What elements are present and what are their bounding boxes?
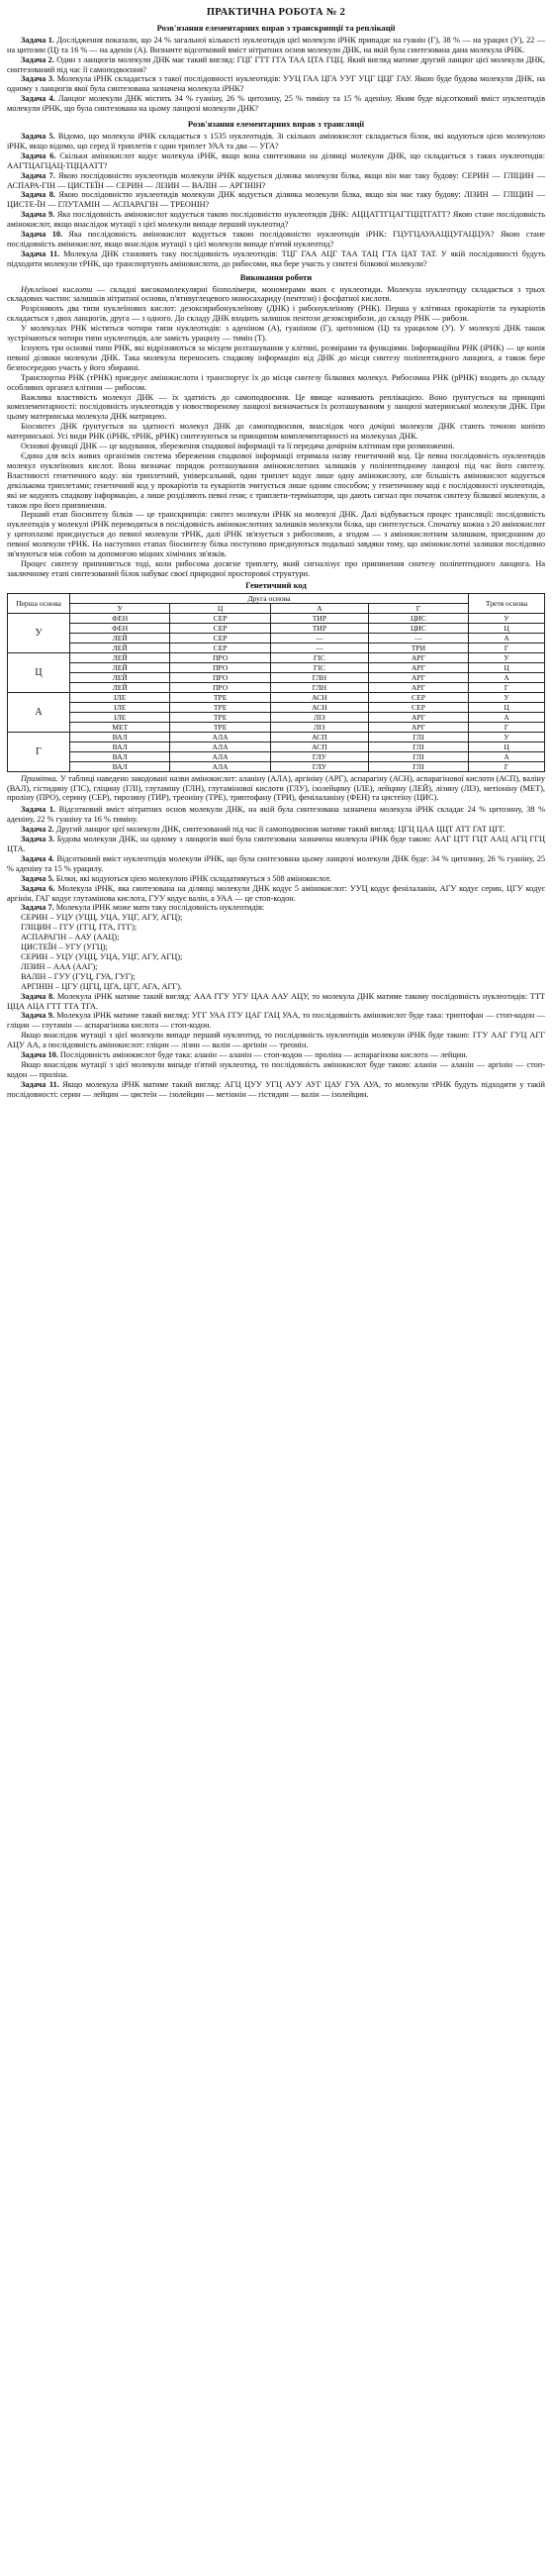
code-row	[8, 722, 545, 732]
task-1	[7, 36, 545, 55]
third-base-label: Г	[469, 761, 545, 771]
answers-part2	[7, 992, 545, 1100]
codon-line: АСПАРАГІН – ААУ (ААЦ);	[21, 933, 120, 942]
amino-acid-cell: ТРЕ	[170, 692, 270, 702]
third-base-label: Г	[469, 682, 545, 692]
amino-acid-cell: ФЕН	[70, 613, 170, 623]
code-row	[8, 742, 545, 751]
code-row	[8, 732, 545, 742]
codon-line: АРГІНІН – ЦГУ (ЦГЦ, ЦГА, ЦГГ, АГА, АГГ).	[21, 981, 182, 991]
amino-acid-cell: ГЛУ	[270, 751, 368, 761]
first-base-label: У	[8, 613, 70, 652]
amino-acid-cell: АЛА	[170, 732, 270, 742]
amino-acid-cell: ЦИС	[368, 613, 468, 623]
paragraph-text: Молекула іРНК складається з такої послідовності нуклеотидів: УУЦ ГАА ЦГА УУГ УЦГ ЦЦГ ГАУ. Якою буде будова молекули ДНК, на одному з ланцюгів якої була синтезована зазначена молекула іРНК?	[7, 74, 545, 94]
paragraph-text: Якщо внаслідок мутації з цієї молекули випаде п'ятий нуклеотид, то послідовність амінокислот буде такою: аланін — аланін — аргінін — стоп-кодон — проліна.	[7, 1059, 545, 1079]
code-row	[8, 613, 545, 623]
first-base-header: Перша основа	[8, 593, 70, 613]
amino-acid-cell: —	[270, 633, 368, 643]
amino-acid-cell: АЛА	[170, 742, 270, 751]
theory-paragraph	[7, 373, 545, 393]
paragraph-text: Основні функції ДНК — це кодування, збереження спадкової інформації та її передача дочірнім клітинам при розмноженні.	[21, 442, 455, 451]
paragraph-text: Важлива властивість молекул ДНК — їх здатність до самоподвоєння. Це явище називають реплікацією. Воно ґрунтується на принципі комплементарності: послідовність нуклеотидів у новоствореному ланцюзі визначається їх розташуванням у ланцюзі материнської молекули ДНК. При цьому материнська молекула ДНК матрицею.	[7, 392, 545, 422]
amino-acid-cell: ТИР	[270, 613, 368, 623]
amino-acid-cell: ГЛІ	[368, 751, 468, 761]
third-base-label: Г	[469, 722, 545, 732]
task-label: Задача 5.	[21, 131, 55, 141]
term: Нуклеїнові кислоти	[21, 284, 93, 294]
theory-paragraph	[7, 285, 545, 305]
paragraph-text: Розрізняють два типи нуклеїнових кислот: дезоксирибонуклеїнову (ДНК) і рибонуклеїнову (РНК). Перша у клітинах прокаріотів та еукаріотів складається з двох ланцюгів, друга — з одного. До складу ДНК входить залишок пентози дезоксирибози, до складу РНК — рибози.	[7, 304, 545, 324]
answer	[7, 1011, 545, 1031]
second-base-header: Друга основа	[70, 593, 469, 603]
code-row	[8, 751, 545, 761]
answer	[7, 874, 545, 884]
theory-paragraph	[7, 510, 545, 559]
paragraph-text: Біосинтез ДНК ґрунтується на здатності молекул ДНК до самоподвоєння, внаслідок чого дочірні молекули ДНК стають точною копією материнської. Усі види РНК (іРНК, тРНК, рРНК) синтезуються за принципом комплементарності на молекулах ДНК.	[7, 422, 545, 442]
amino-acid-cell: АСН	[270, 692, 368, 702]
amino-acid-cell: ВАЛ	[70, 742, 170, 751]
answer	[7, 992, 545, 1012]
paragraph-text: Якою послідовністю нуклеотидів молекули ДНК кодується ділянка молекули білка, якщо він має таку будову: ЛІЗИН — ГЛІЦИН — ЦИСТЕ-ЇН — ГЛУТАМІН — АСПАРАГІН — ТРЕОНІН?	[7, 190, 545, 210]
paragraph-text: Молекула іРНК матиме такий вигляд: УГГ УАА ГГУ ЦАГ ГАЦ УАА, то послідовність амінокислот буде така: триптофан — стоп-кодон — гліцин — глутамін — аспарагінова кислота — стоп-кодон.	[7, 1011, 545, 1031]
answer	[7, 854, 545, 874]
amino-acid-cell: ТРЕ	[170, 722, 270, 732]
paragraph-text: Молекула ДНК становить таку послідовність нуклеотидів: ТЦГ ГАА АЦГ ТАА ТАЦ ГТА ЦАТ ТАТ. У якій послідовності будуть підходити молекули тРНК, що транспортують амінокислоти, до рибосоми, яка бере участь у синтезі білкової молекули?	[7, 248, 545, 268]
third-base-label: Ц	[469, 662, 545, 672]
amino-acid-cell: ТРЕ	[170, 712, 270, 722]
task-label: Задача 6.	[21, 150, 56, 160]
paragraph-text: Єдина для всіх живих організмів система збереження спадкової інформації отримала назву генетичний код. Це певна послідовність нуклеотидів молекул нуклеїнових кислот. Вона визначає порядок розташування амінокислотних залишків у поліпептидному ланцюзі під час його синтезу. Властивості генетичного коду: він триплетний, універсальний, один триплет кодує лише одну амінокислоту, але більшість амінокислот кодується декількома триплетами; генетичний код у прокаріотів та еукаріотів зчитується лише одним способом; у генетичному коді є послідовності нуклеотидів, які не кодують спадкову інформацію, а лише розділяють певні гени; є триплети-термінатори, що дають сигнал про початок синтезу білкової молекули, а також про його припинення.	[7, 450, 545, 510]
task-label: Задача 11.	[21, 248, 60, 258]
genetic-code-table	[7, 593, 545, 772]
third-base-label: Ц	[469, 623, 545, 633]
code-row	[8, 702, 545, 712]
theory-paragraph	[7, 393, 545, 423]
paragraph-text: Відсотковий вміст нітратних основ молекули ДНК, на якій була синтезована зазначена молекула іРНК складає 24 % цитозину, 38 % аденіну, 22 % гуаніну та 16 % тиміну.	[7, 805, 545, 825]
answer	[7, 1080, 545, 1100]
paragraph-text: Один з ланцюгів молекули ДНК має такий вигляд: ГЦГ ГТТ ГГА ТАА ЦТА ГЦЦ. Який вигляд матиме другий ланцюг цієї молекули ДНК, синтезований під час її самоподвоєння?	[7, 54, 545, 74]
code-row	[8, 633, 545, 643]
theory-paragraphs	[7, 285, 545, 579]
section-heading-execution: Виконання роботи	[239, 271, 313, 282]
third-base-label: У	[469, 732, 545, 742]
amino-acid-cell: ГЛУ	[270, 761, 368, 771]
paragraph-text: — складні високомолекулярні біополімери, мономерами яких є нуклеотиди. Молекула нуклеотиду складається з трьох складових частин: залишків нітратної основи, п'ятивуглецевого моносахариду (пентози) і фосфатної кислоти.	[7, 284, 545, 304]
code-row	[8, 692, 545, 702]
amino-acid-cell: АЛА	[170, 751, 270, 761]
amino-acid-cell: ГІС	[270, 662, 368, 672]
third-base-label: Г	[469, 643, 545, 652]
amino-acid-cell: АЛА	[170, 761, 270, 771]
code-row	[8, 623, 545, 633]
code-row	[8, 662, 545, 672]
amino-acid-cell: СЕР	[170, 633, 270, 643]
third-base-label: А	[469, 712, 545, 722]
task-label: Задача 3.	[21, 835, 55, 844]
task-label: Задача 1.	[21, 35, 55, 45]
amino-acid-cell: АСП	[270, 742, 368, 751]
amino-acid-cell: ГЛІ	[368, 732, 468, 742]
codon-line: ВАЛІН – ГУУ (ГУЦ, ГУА, ГУГ);	[21, 971, 136, 981]
third-base-label: У	[469, 613, 545, 623]
amino-acid-cell: ПРО	[170, 662, 270, 672]
amino-acid-cell: ЛЕЙ	[70, 643, 170, 652]
second-base-label: Г	[368, 603, 468, 613]
amino-acid-cell: СЕР	[170, 623, 270, 633]
task-8	[7, 190, 545, 210]
amino-acid-cell: ГЛІ	[368, 742, 468, 751]
task-label: Задача 10.	[21, 230, 63, 240]
code-row	[8, 761, 545, 771]
task-label: Задача 7.	[21, 170, 55, 180]
code-row	[8, 672, 545, 682]
amino-acid-cell: АРГ	[368, 722, 468, 732]
answer	[7, 1031, 545, 1050]
genetic-code-title: Генетичний код	[245, 579, 307, 590]
answer	[7, 825, 545, 835]
answers-part1	[7, 805, 545, 903]
third-base-header: Третя основа	[469, 593, 545, 613]
third-base-label: А	[469, 672, 545, 682]
amino-acid-cell: АРГ	[368, 662, 468, 672]
document-page	[7, 8, 545, 2576]
answer	[7, 805, 545, 825]
task-7	[7, 171, 545, 191]
code-row	[8, 643, 545, 652]
third-base-label: Ц	[469, 742, 545, 751]
task-3	[7, 74, 545, 94]
code-row	[8, 652, 545, 662]
theory-paragraph	[7, 304, 545, 324]
amino-acid-cell: АРГ	[368, 712, 468, 722]
codon-line: ЦИСТЕЇН – УГУ (УГЦ);	[21, 942, 108, 952]
answer	[7, 884, 545, 904]
paragraph-text: У молекулах РНК містяться чотири типи нуклеотидів: з аденіном (А), гуаніном (Г), цитозином (Ц) та урацилом (У). У молекулі ДНК також зустрічаються чотири типи нуклеотидів, але замість урацилу — тимін (Т).	[7, 324, 545, 344]
task-9	[7, 210, 545, 230]
amino-acid-cell: ГІС	[270, 652, 368, 662]
task-label: Задача 11.	[21, 1079, 59, 1089]
amino-acid-cell: ТРИ	[368, 643, 468, 652]
answer-task7: Задача 7. Молекула іРНК може мати таку послідовність нуклеотидів:	[21, 903, 265, 913]
answer	[7, 835, 545, 854]
third-base-label: У	[469, 652, 545, 662]
amino-acid-cell: —	[270, 643, 368, 652]
codon-line: СЕРИН – УЦУ (УЦЦ, УЦА, УЦГ, АГУ, АГЦ);	[21, 951, 183, 961]
first-base-label: Г	[8, 732, 70, 771]
paragraph-text: Якою послідовністю нуклеотидів молекули іРНК кодується ділянка молекули білка, якщо він має таку будову: СЕРИН — ГЛІЦИН — АСПАРА-ГІН — ЦИСТЕЇН — СЕРИН — ЛІЗИН — ВАЛІН — АРГІНІН?	[7, 170, 545, 190]
amino-acid-cell: ВАЛ	[70, 751, 170, 761]
amino-acid-cell: АРГ	[368, 672, 468, 682]
page-title: ПРАКТИЧНА РОБОТА № 2	[206, 7, 346, 18]
amino-acid-cell: ІЛЕ	[70, 712, 170, 722]
third-base-label: Ц	[469, 702, 545, 712]
paragraph-text: Якщо молекула іРНК матиме такий вигляд: АГЦ ЦУУ УГЦ АУУ АУГ ЦАУ ГУА АУА, то молекули тРНК будуть підходити у такій послідовності: серин — лейцин — цистеїн — ізолейцин — метіонін — гістидин — валін — ізолейцин.	[7, 1079, 545, 1099]
amino-acid-cell: ЛЕЙ	[70, 662, 170, 672]
amino-acid-cell: ЦИС	[368, 623, 468, 633]
paragraph-text: Існують три основні типи РНК, які відрізняються за місцем розташування у клітині, розмірами та функціями. Інформаційна РНК (іРНК) — це копія певної ділянки молекули ДНК. Така молекула переносить спадкову інформацію від ДНК до місця синтезу поліпептидного ланцюга, а також бере безпосередню участь у його збиранні.	[7, 344, 545, 372]
task-label: Задача 2.	[21, 825, 54, 835]
amino-acid-cell: ТИР	[270, 623, 368, 633]
code-row	[8, 682, 545, 692]
paragraph-text: Яка послідовність амінокислот кодується такою послідовністю нуклеотидів ДНК: АЦЦАТТГЦАГТЦЦТГАТТ? Якою стане послідовність амінокислот, якщо внаслідок мутації з цієї молекули випаде перший нуклеотид?	[7, 210, 546, 230]
second-base-label: А	[270, 603, 368, 613]
paragraph-text: Яка послідовність амінокислот кодується такою послідовністю нуклеотидів іРНК: ГЦУГЦАУААЦЦУГАЦЦУА? Якою стане послідовність амінокислот, якщо внаслідок мутації з цієї молекули випаде п'ятий нуклеотид?	[7, 230, 545, 248]
first-base-label: А	[8, 692, 70, 732]
third-base-label: У	[469, 692, 545, 702]
amino-acid-cell: ГЛН	[270, 682, 368, 692]
task-5	[7, 132, 545, 151]
paragraph-text: Будова молекули ДНК, на одному з ланцюгів якої була синтезована зазначена молекула іРНК буде такою: ААГ ЦТТ ГЦТ ААЦ АГЦ ГГЦ ЦТА.	[7, 835, 545, 853]
amino-acid-cell: ГЛН	[270, 672, 368, 682]
amino-acid-cell: ЛЕЙ	[70, 633, 170, 643]
amino-acid-cell: ТРЕ	[170, 702, 270, 712]
answer	[7, 1050, 545, 1060]
amino-acid-cell: СЕР	[368, 702, 468, 712]
amino-acid-cell: ІЛЕ	[70, 692, 170, 702]
task-label: Задача 6.	[21, 883, 55, 893]
section-heading-translation: Розв'язання елементарних вправ з трансляції	[187, 119, 365, 130]
amino-acid-cell: СЕР	[170, 613, 270, 623]
amino-acid-cell: ПРО	[170, 652, 270, 662]
task-label: Задача 2.	[21, 54, 54, 64]
paragraph-text: Молекула іРНК матиме такий вигляд: ААА ГГУ УГУ ЦАА ААУ АЦУ, то молекула ДНК матиме такому послідовність нуклеотидів: ТТТ ЦЦА АЦА ГТТ ТТА ТГА.	[7, 991, 545, 1011]
theory-paragraph	[7, 422, 545, 442]
amino-acid-cell: ЛЕЙ	[70, 682, 170, 692]
section-heading-replication: Розв'язання елементарних вправ з транскрипції та реплікації	[156, 22, 396, 33]
second-base-label: Ц	[170, 603, 270, 613]
amino-acid-cell: ЛІЗ	[270, 712, 368, 722]
theory-paragraph	[7, 324, 545, 344]
theory-paragraph	[7, 442, 545, 451]
paragraph-text: Молекула іРНК, яка синтезована на ділянці молекули ДНК кодує 5 амінокислот: УУЦ кодує фенілаланін, АГУ кодує серин, ЦГУ кодує аргінін, ГАГ кодує глутамінова кислота, ГУУ кодує валін, а УАА — це стоп-кодон.	[7, 883, 545, 903]
paragraph-text: Ланцюг молекули ДНК містить 34 % гуаніну, 26 % цитозину, 25 % тиміну та 15 % аденіну. Яким буде відсотковий вміст нуклеотидів молекули іРНК, що була синтезована на цьому ланцюзі молекули ДНК?	[7, 94, 545, 114]
task-label: Задача 9.	[21, 210, 55, 220]
amino-acid-cell: ПРО	[170, 682, 270, 692]
amino-acid-cell: —	[368, 633, 468, 643]
table-note: Примітка. У таблиці наведено закодовані назви амінокислот: аланіну (АЛА), аргініну (АРГ), аспарагіну (АСН), аспарагінової кислоти (АСП), валіну (ВАЛ), гістидину (ГІС), гліцину (ГЛІ), глутаміну (ГЛН), глутамінової кислоти (ГЛУ), ізолейцину (ІЛЕ), лейцину (ЛЕЙ), лізину (ЛІЗ), метіоніну (МЕТ), проліну (ПРО), серину (СЕР), тирозину (ТИР), треоніну (ТРЕ), триптофану (ТРИ), фенілаланіну (ФЕН) та цистеїну (ЦИС).	[7, 773, 545, 803]
amino-acid-cell: ЛЕЙ	[70, 672, 170, 682]
theory-paragraph	[7, 559, 545, 579]
task-label: Задача 3.	[21, 74, 55, 84]
amino-acid-cell: ПРО	[170, 672, 270, 682]
amino-acid-cell: ВАЛ	[70, 732, 170, 742]
amino-acid-cell: ЛІЗ	[270, 722, 368, 732]
task-10	[7, 230, 545, 249]
amino-acid-cell: ЛЕЙ	[70, 652, 170, 662]
section1-tasks	[7, 36, 545, 114]
paragraph-text: Перший етап біосинтезу білків — це транскрипція: синтез молекули іРНК на молекулі ДНК. Далі відбувається процес трансляції: послідовність нуклеотидів у молекулі іРНК переводиться в послідовність амінокислотних залишків молекули білка, що синтезується. Спочатку кожна з 20 амінокислот у цитоплазмі приєднується до певної молекули тРНК, далі іРНК зв'язується з рибосомою, а згодом — з амінокислотним залишком, приєднаним до певної молекули тРНК. На наступних етапах біосинтезу білка поступово приєднуються подальші завдяки тому, що амінокислотні залишки послідовно зв'язуються між собою за допомогою міцних хімічних зв'язків.	[7, 510, 545, 559]
theory-paragraph	[7, 451, 545, 510]
amino-acid-cell: СЕР	[368, 692, 468, 702]
paragraph-text: Транспортна РНК (тРНК) приєднує амінокислоти і транспортує їх до місця синтезу білкових молекул. Рибосомна РНК (рРНК) входить до складу особливих органел клітини — рибосом.	[7, 372, 545, 392]
paragraph-text: Процес синтезу припиняється тоді, коли рибосома досягне триплету, який сигналізує про припинення синтезу поліпептидного ланцюга. На заключному етапі синтезований білок набуває своєї природної просторової структури.	[7, 558, 545, 578]
task-label: Задача 8.	[21, 190, 56, 200]
amino-acid-cell: АРГ	[368, 652, 468, 662]
second-base-label: У	[70, 603, 170, 613]
paragraph-text: Дослідження показали, що 24 % загальної кількості нуклеотидів цієї молекули іРНК припадає на гуанін (Г), 38 % — на урацил (У), 22 — на цитозин (Ц) та 16 % — на аденін (А). Визначте відсотковий вміст нітратних основ молекули ДНК, на якій була синтезована дана молекула іРНК.	[7, 35, 545, 54]
task-label: Задача 4.	[21, 853, 55, 863]
codon-line: СЕРИН – УЦУ (УЦЦ, УЦА, УЦГ, АГУ, АГЦ);	[21, 913, 183, 923]
paragraph-text: Білки, які кодуються цією молекулою іРНК складатимуться з 508 амінокислот.	[53, 873, 332, 883]
paragraph-text: Відомо, що молекула іРНК складається з 1535 нуклеотидів. Зі скількох амінокислот складається білок, які кодуються цією молекулою іРНК, якщо відомо, що серед її триплетів є один триплет УАА та два — УГА?	[7, 131, 545, 150]
codon-line: ГЛІЦИН – ГГУ (ГГЦ, ГГА, ГГГ);	[21, 923, 138, 933]
codon-line: ЛІЗИН – ААА (ААГ);	[21, 961, 98, 971]
theory-paragraph	[7, 344, 545, 373]
paragraph-text: Відсотковий вміст нуклеотидів молекули іРНК, що була синтезована цьому ланцюзі молекули ДНК буде: 34 % цитозину, 26 % гуаніну, 25 % аденіну та 15 % урацилу.	[7, 853, 545, 873]
third-base-label: А	[469, 751, 545, 761]
task-label: Задача 9.	[21, 1011, 54, 1021]
amino-acid-cell: ФЕН	[70, 623, 170, 633]
amino-acid-cell: АСП	[270, 732, 368, 742]
task-label: Задача 5.	[21, 873, 54, 883]
answer	[7, 1060, 545, 1080]
paragraph-text: Другий ланцюг цієї молекули ДНК, синтезований під час її самоподвоєння матиме такий вигляд: ЦГЦ ЦАА ЦЦТ АТТ ГАТ ЦГГ.	[53, 825, 506, 835]
task-label: Задача 8.	[21, 991, 55, 1001]
paragraph-text: Скільки амінокислот кодує молекула іРНК, якщо вона синтезована на ділянці молекули ДНК, що складається з таких нуклеотидів: ААГТЦАГЦАЦ-ТЦЦААТТ?	[7, 150, 545, 170]
paragraph-text: Якщо внаслідок мутації з цієї молекули випаде перший нуклеотид, то послідовність нуклеотидів молекули іРНК буде такою: ГГУ ААГ ГУЦ АГГ АЦУ АА, а послідовність амінокислот: гліцин — лізин — валін — аргінін — треонін.	[7, 1031, 545, 1050]
third-base-label: А	[469, 633, 545, 643]
amino-acid-cell: МЕТ	[70, 722, 170, 732]
amino-acid-cell: ГЛІ	[368, 761, 468, 771]
task7-lines	[7, 913, 545, 991]
amino-acid-cell: АСН	[270, 702, 368, 712]
section2-tasks	[7, 132, 545, 269]
amino-acid-cell: ВАЛ	[70, 761, 170, 771]
amino-acid-cell: СЕР	[170, 643, 270, 652]
task-label: Задача 1.	[21, 805, 56, 815]
code-row	[8, 712, 545, 722]
task-label: Задача 10.	[21, 1050, 58, 1060]
paragraph-text: Послідовність амінокислот буде така: аланін — аланін — стоп-кодон — проліна — аспарагінова кислота — лейцин.	[57, 1050, 468, 1060]
amino-acid-cell: ІЛЕ	[70, 702, 170, 712]
first-base-label: Ц	[8, 652, 70, 692]
task-4	[7, 94, 545, 114]
task-label: Задача 4.	[21, 94, 55, 104]
task-6	[7, 151, 545, 171]
task-11	[7, 249, 545, 269]
task-2	[7, 55, 545, 75]
amino-acid-cell: АРГ	[368, 682, 468, 692]
